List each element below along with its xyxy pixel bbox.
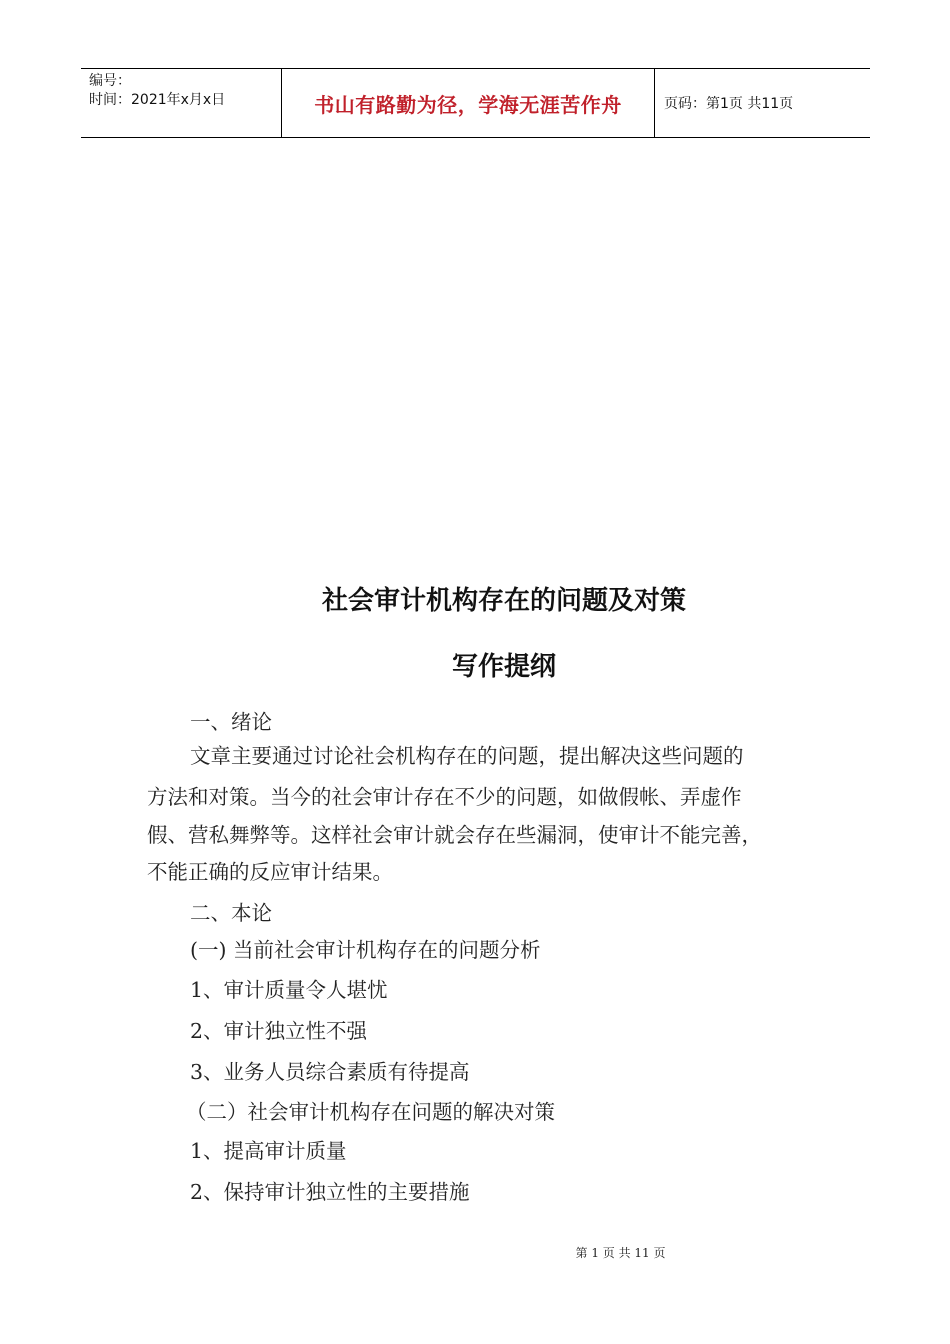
paragraph-line: 文章主要通过讨论社会机构存在的问题，提出解决这些问题的 <box>190 744 744 768</box>
section-heading-introduction: 一、绪论 <box>190 710 272 734</box>
list-item: 3、业务人员综合素质有待提高 <box>190 1060 470 1084</box>
header-meta-cell <box>81 69 282 137</box>
paragraph-line: 假、营私舞弊等。这样社会审计就会存在些漏洞，使审计不能完善， <box>147 823 762 847</box>
list-item: 1、提高审计质量 <box>190 1139 347 1163</box>
list-item: 2、审计独立性不强 <box>190 1019 368 1043</box>
paragraph-line: 方法和对策。当今的社会审计存在不少的问题，如做假帐、弄虚作 <box>147 785 742 809</box>
page-header <box>81 68 870 138</box>
serial-number-label: 编号： <box>89 73 131 89</box>
document-subtitle: 写作提纲 <box>451 652 556 682</box>
header-motto-cell <box>282 69 655 137</box>
date-label: 时间：2021年x月x日 <box>89 92 226 108</box>
subsection-heading: （二）社会审计机构存在问题的解决对策 <box>186 1100 555 1124</box>
paragraph-line: 不能正确的反应审计结果。 <box>147 860 393 884</box>
document-title: 社会审计机构存在的问题及对策 <box>321 586 686 616</box>
subsection-heading: (一) 当前社会审计机构存在的问题分析 <box>190 938 541 962</box>
list-item: 1、审计质量令人堪忧 <box>190 978 388 1002</box>
section-heading-body: 二、本论 <box>190 901 272 925</box>
header-motto: 书山有路勤为径，学海无涯苦作舟 <box>314 92 622 117</box>
header-page-cell <box>655 69 870 137</box>
list-item: 2、保持审计独立性的主要措施 <box>190 1180 470 1204</box>
header-page-info: 页码：第1页 共11页 <box>664 96 794 112</box>
page-footer: 第 1 页 共 11 页 <box>575 1246 666 1260</box>
